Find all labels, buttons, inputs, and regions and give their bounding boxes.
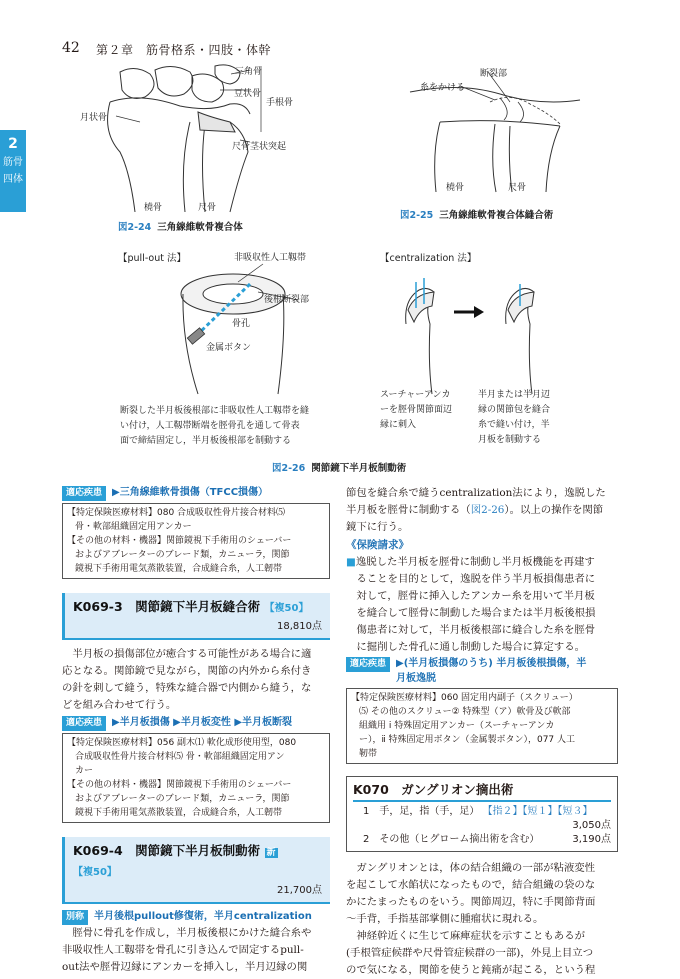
k069-4-indication (346, 656, 618, 686)
label-ulna: 尺骨 (198, 203, 217, 213)
right-column (346, 485, 618, 979)
desc-line: 縁に刺入 (380, 420, 417, 430)
k069-3-indication (62, 715, 330, 731)
indication-line: 月板逸脱 (396, 673, 437, 684)
k069-4-alias (62, 909, 330, 925)
indication-text (396, 656, 586, 686)
procedure-title-text: K069-3 関節鏡下半月板縫合術 (73, 599, 261, 614)
k070-row-2 (353, 833, 611, 847)
material-line: 靭帯 (359, 749, 378, 759)
body-line: ので気になる，関節を使うと鈍痛が起こる，という程 (346, 964, 596, 976)
desc-line: 縁の関節包を縫合 (478, 405, 551, 415)
side-tab-line2: 四体 (3, 174, 23, 185)
body-text: 逸脱した半月板を脛骨に制動し半月板機能を再建す (355, 556, 595, 568)
label-bone-tunnel: 骨孔 (232, 319, 251, 329)
chapter-title: 第２章 筋骨格系・四肢・体幹 (96, 43, 272, 57)
body-text: ）。以上の操作を関節 (504, 504, 604, 516)
k069-3-body (62, 646, 330, 714)
instrument-line: 【その他の材料・機器】関節鏡視下手術用のシェーバー (67, 780, 292, 790)
desc-line: 面で締結固定し，半月板後根部を制動する (120, 436, 292, 446)
chapter-side-tab (0, 130, 26, 212)
centralization-drawing (394, 264, 604, 394)
body-line: 対して，脛骨に挿入したアンカー糸を用いて半月板 (356, 590, 595, 602)
body-line: の針を刺して縫う，特殊な縫合器で内側から縫う，な (62, 682, 312, 694)
body-line: 脛骨に骨孔を作成し，半月板後根にかけた縫合糸や (72, 927, 312, 939)
figure-title: 三角線維軟骨複合体縫合術 (439, 210, 554, 221)
body-line: (手根管症候群や尺骨管症候群の一部)，外見上目立つ (346, 947, 594, 959)
procedure-title (73, 842, 322, 881)
instrument-line: 鏡視下手術用電気蒸散装置，合成縫合糸，人工韌帯 (75, 564, 283, 574)
instrument-line: 【その他の材料・機器】関節鏡視下手術用のシェーバー (67, 536, 292, 546)
wrist-anatomy-drawing (80, 62, 310, 212)
k069-4-body (62, 925, 330, 976)
label-suture: 糸をかける (420, 83, 466, 93)
k070-row-1-score: 3,050点 (572, 820, 611, 831)
indication-badge: 適応疾患 (62, 486, 106, 501)
k070-title: K070 ガングリオン摘出術 (353, 781, 611, 802)
centralization-title: 【centralization 法】 (380, 253, 477, 264)
label-ulna: 尺骨 (508, 183, 527, 193)
indication-badge: 適応疾患 (62, 716, 106, 731)
label-triquetrum: 三角骨 (235, 67, 263, 77)
instrument-line: 鏡視下手術用電気蒸散装置，合成縫合糸，人工韌帯 (75, 808, 283, 818)
label-artificial-ligament: 非吸収性人工靱帯 (234, 253, 307, 263)
body-line: ることを目的として，逸脱を伴う半月板損傷患者に (356, 573, 596, 585)
body-line: out法や脛骨辺縁にアンカーを挿入し，半月辺縁の関 (62, 961, 308, 973)
body-line: 応となる。関節鏡で見ながら，関節の内外から糸付き (62, 665, 312, 677)
desc-line: スーチャーアンカ (380, 390, 451, 400)
insurance-claim-heading: 《保険請求》 (346, 539, 409, 551)
centralization-step1-description (380, 388, 452, 433)
pullout-title: 【pull-out 法】 (118, 253, 187, 264)
body-line: どを組み合わせて行う。 (62, 699, 177, 711)
indication-badge: 適応疾患 (346, 657, 390, 672)
label-tear-site: 断裂部 (480, 69, 508, 79)
figure-number: 図2-26 (272, 463, 306, 474)
body-line: 非吸収性人工靱帯を骨孔に引き込んで固定するpull- (62, 944, 304, 956)
material-line: ⑸ その他のスクリュー② 特殊型（ア）軟骨及び軟部 (359, 707, 571, 717)
figure-2-24-caption (118, 219, 243, 233)
material-line: カー (75, 766, 94, 776)
indication-text: ▶三角線維軟骨損傷（TFCC損傷） (112, 487, 269, 498)
alias-text: 半月後根pullout修復術，半月centralization (94, 911, 312, 922)
material-line: 組織用 ⅰ 特殊固定用アンカー（スーチャーアンカ (359, 721, 555, 731)
figure-reference-link[interactable]: 図2-26 (470, 504, 505, 516)
body-line: かにたまったものをいう。関節周辺，特に手関節背面 (346, 896, 596, 908)
body-line: に掘削した骨孔に通し制動した場合に算定する。 (356, 641, 585, 653)
material-line: 骨・軟部組織固定用アンカー (75, 522, 192, 532)
procedure-points: 【複50】 (73, 867, 117, 878)
figure-2-24 (80, 62, 310, 232)
page-number: 42 (62, 40, 80, 56)
label-radius: 橈骨 (144, 203, 163, 213)
k070-row-1 (353, 805, 611, 819)
centralization-step2-description (478, 388, 550, 448)
k070-row-text: 1 手，足，指（手，足） (363, 806, 480, 817)
procedure-title-text: K069-4 関節鏡下半月板制動術 (73, 843, 261, 858)
material-line: 【特定保険医療材料】060 固定用内副子（スクリュー） (351, 693, 578, 703)
indication-text: ▶半月板損傷 ▶半月板変性 ▶半月板断裂 (112, 717, 293, 728)
label-pisiform: 豆状骨 (234, 89, 262, 99)
k070-box (346, 776, 618, 852)
tfcc-materials-box (62, 503, 330, 579)
body-line: 鏡下に行う。 (346, 521, 409, 533)
body-line (346, 502, 618, 519)
desc-line: 半月または半月辺 (478, 390, 551, 400)
tfcc-indication (62, 485, 330, 501)
instrument-line: およびアブレーターのブレード類，カニューラ，関節 (75, 794, 290, 804)
body-line: 節包を縫合糸で縫うcentralization法により，逸脱した (346, 487, 606, 499)
desc-line: 月板を制動する (478, 435, 542, 445)
k069-3-header (62, 593, 330, 640)
body-line: 傷患者に対して，半月板後根部に縫合した糸を脛骨 (356, 624, 596, 636)
material-line: ー），ⅱ 特殊固定用ボタン（金属製ボタン），077 人工 (359, 735, 576, 745)
k069-3-materials-box (62, 733, 330, 823)
label-lunate: 月状骨 (80, 113, 108, 123)
body-line (346, 554, 618, 571)
figure-title: 三角線維軟骨複合体 (157, 222, 243, 233)
indication-line: ▶(半月板損傷のうち) 半月板後根損傷，半 (396, 658, 587, 669)
material-line: 合成吸収性骨片接合材料⑸ 骨・軟部組織固定用アン (75, 752, 285, 762)
label-carpal-bones: 手根骨 (266, 98, 294, 108)
figure-2-25-caption (400, 207, 553, 221)
body-line: を縫合して脛骨に制動した場合または半月板後根損 (356, 607, 596, 619)
label-metal-button: 金属ボタン (206, 343, 252, 353)
material-line: 【特定保険医療材料】056 副木⑴ 軟化成形使用型，080 (67, 738, 297, 748)
desc-line: ーを脛骨関節面辺 (380, 405, 453, 415)
k070-row-score: 3,190点 (572, 834, 611, 845)
instrument-line: およびアブレーターのブレード類，カニューラ，関節 (75, 550, 290, 560)
procedure-points: 【複50】 (264, 603, 309, 614)
label-radius: 橈骨 (446, 183, 465, 193)
body-line: を起こして水餡状になったもので，結合組織の袋のな (346, 879, 596, 891)
pullout-drawing (178, 264, 348, 394)
desc-line: い付け，人工靱帯断端を脛骨孔を通して骨表 (120, 421, 300, 431)
figure-2-26 (118, 246, 618, 476)
k070-body (346, 860, 618, 979)
k069-4-header (62, 837, 330, 904)
k069-4-materials-box (346, 688, 618, 764)
k070-row-text: 2 その他（ヒグローム摘出術を含む） (363, 834, 540, 845)
left-column (62, 485, 330, 976)
procedure-title (73, 598, 322, 617)
body-line: 半月板の損傷部位が癒合する可能性がある場合に適 (72, 648, 312, 660)
side-tab-line1: 筋骨 (3, 157, 23, 168)
new-badge: 新 (266, 848, 276, 858)
k069-4-body-continued (346, 485, 618, 536)
desc-line: 断裂した半月板後根部に非吸収性人工靱帯を縫 (120, 406, 310, 416)
body-line: ～手背，手指基部掌側に腫瘤状に現れる。 (346, 913, 544, 925)
figure-number: 図2-24 (118, 222, 152, 233)
procedure-score: 18,810点 (277, 621, 322, 632)
insurance-claim-text (346, 554, 618, 656)
figure-2-25 (400, 62, 600, 232)
figure-number: 図2-25 (400, 210, 434, 221)
bullet-icon: ■ (346, 556, 356, 568)
figure-title: 関節鏡下半月板制動術 (311, 463, 407, 474)
side-tab-number: 2 (8, 136, 18, 152)
desc-line: 糸で縫い付け，半 (478, 420, 550, 430)
label-root-tear-site: 後根断裂部 (264, 295, 310, 305)
body-line: 神経幹近くに生じて麻痺症状を示すこともあるが (356, 930, 585, 942)
figure-2-26-caption (272, 460, 406, 474)
material-line: 【特定保険医療材料】080 合成吸収性骨片接合材料⑸ (67, 508, 286, 518)
k070-row-points: 【指２】【短１】【短３】 (482, 806, 593, 817)
procedure-score: 21,700点 (277, 885, 322, 896)
label-ulnar-styloid: 尺骨茎状突起 (232, 142, 287, 152)
pullout-description (120, 404, 309, 449)
alias-badge: 別称 (62, 910, 88, 925)
body-line: ガングリオンとは，体の結合組織の一部が粘液変性 (356, 862, 596, 874)
body-text: 半月板を脛骨に制動する（ (346, 504, 471, 516)
